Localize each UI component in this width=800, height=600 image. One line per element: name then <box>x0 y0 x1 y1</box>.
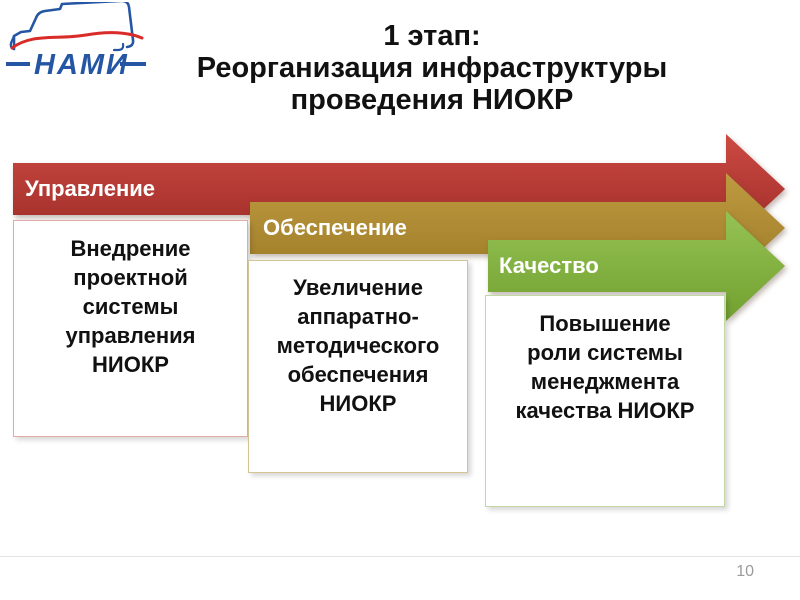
box-line: качества НИОКР <box>515 398 695 423</box>
title-line-3: проведения НИОКР <box>290 84 574 116</box>
box-line: Увеличение <box>293 275 423 300</box>
box-line: менеджмента <box>530 369 680 394</box>
box-line: проектной <box>73 265 188 290</box>
stage-box-management <box>13 220 248 437</box>
box-line: методического <box>276 333 440 358</box>
footer-divider <box>0 556 800 557</box>
box-line: роли системы <box>527 340 683 365</box>
box-line: Внедрение <box>70 236 191 261</box>
box-line: Повышение <box>539 311 671 336</box>
box-line: системы <box>82 294 179 319</box>
logo-text: НАМИ <box>34 49 129 81</box>
page-number: 10 <box>736 563 754 580</box>
stage-box-quality <box>485 295 725 507</box>
title-line-1: 1 этап: <box>383 20 481 52</box>
box-line: НИОКР <box>319 391 397 416</box>
stage-label-management: Управление <box>25 176 156 201</box>
box-line: обеспечения <box>287 362 429 387</box>
title-line-2: Реорганизация инфраструктуры <box>196 52 668 84</box>
box-line: НИОКР <box>92 352 169 377</box>
stage-label-quality: Качество <box>499 253 599 278</box>
box-line: управления <box>65 323 196 348</box>
box-line: аппаратно- <box>297 304 419 329</box>
stage-label-support: Обеспечение <box>263 215 407 240</box>
stage-box-support <box>248 260 468 473</box>
